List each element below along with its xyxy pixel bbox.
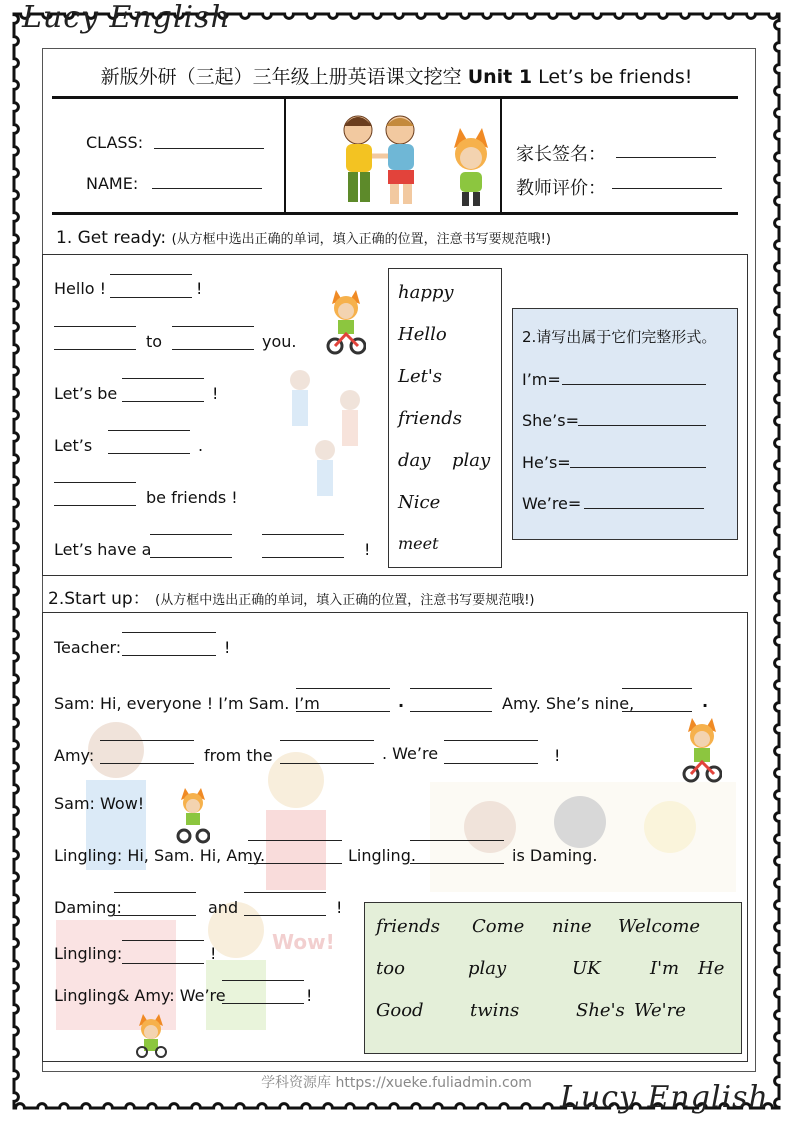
full-form-shes-label: She’s= [522,411,579,430]
blank-friends-2[interactable] [222,980,304,1004]
full-form-hes-label: He’s= [522,453,571,472]
title-unit: Unit 1 [467,66,533,88]
wow-watermark-text: Wow! [272,930,335,954]
line-letshave-end: ! [364,540,371,559]
blank-he[interactable] [410,840,504,864]
blank-im[interactable] [100,740,194,764]
lingling2-line-end: ! [210,944,217,963]
line-befriends-label: be friends ! [146,488,238,507]
word-bank-item: UK [572,958,601,979]
full-form-im-field[interactable] [562,384,706,385]
friends-watermark-illustration [430,782,736,892]
line-lets-end: . [198,436,204,455]
blank-come[interactable] [114,892,196,916]
full-form-were-label: We’re= [522,494,582,513]
parent-sign-field[interactable] [616,157,716,158]
lingamy-line-label: Lingling& Amy: We’re [54,986,226,1005]
section1-note: (从方框中选出正确的单词，填入正确的位置，注意书写要规范哦!) [171,232,551,247]
word-bank-item: nine [552,916,592,937]
word-bank-item: friends [376,916,441,937]
word-bank-item: too [376,958,405,979]
word-bank-item: Hello [398,324,447,345]
header-divider-left [284,96,286,214]
header-top-rule [52,96,738,99]
fox-bike-mascot-icon [326,288,366,358]
daming-line-and: and [208,898,239,917]
fox-bike-mascot-icon [134,1012,168,1058]
page-title [0,62,793,89]
word-bank-item: She's [576,1000,625,1021]
word-bank-item: Nice [398,492,441,513]
blank-welcome[interactable] [122,632,216,656]
amy-line-label: Amy: [54,746,95,765]
fox-bike-mascot-icon [682,716,722,786]
lingamy-line-end: ! [306,986,313,1005]
footer-source: 学科资源库 https://xueke.fuliadmin.com [261,1075,532,1091]
teacher-line-label: Teacher: [54,638,122,657]
blank-hello[interactable] [110,274,192,298]
blank-lets[interactable] [54,482,136,506]
section2-heading [48,584,534,609]
sam-line-dot: . [398,692,405,711]
sam-wow-line: Sam: Wow! [54,794,145,813]
blank-too[interactable] [622,688,692,712]
sam-line-label: Sam: Hi, everyone ! I’m Sam. I’m [54,694,320,713]
amy-line-end: ! [554,746,561,765]
lingling2-line-label: Lingling: [54,944,123,963]
brand-logo-top: Lucy English [22,0,231,35]
word-bank-item: We're [634,1000,686,1021]
sam-line-end: . [702,692,709,711]
blank-play-2[interactable] [244,892,326,916]
line-letsbe-label: Let’s be [54,384,118,403]
daming-line-end: ! [336,898,343,917]
section1-title: 1. Get ready: [56,228,167,248]
sam-line-amy: Amy. She’s nine, [502,694,635,713]
title-chinese: 新版外研（三起）三年级上册英语课文挖空 [100,66,462,88]
blank-day[interactable] [262,534,344,558]
teacher-line-end: ! [224,638,231,657]
blank-nice[interactable] [54,326,136,350]
line-lets-label: Let’s [54,436,93,455]
section1-heading [56,228,551,248]
section2-title: 2.Start up： [48,589,150,609]
word-bank-item: play [452,450,491,471]
line-you-label: you. [262,332,297,351]
blank-play[interactable] [108,430,190,454]
blank-nine[interactable] [296,688,390,712]
word-bank-item: twins [470,1000,520,1021]
full-form-title: 2.请写出属于它们完整形式。 [522,328,717,346]
fox-mascot-icon [446,126,496,210]
word-bank-item: day [398,450,431,471]
line-hello-label: Hello ! [54,279,107,298]
teacher-eval-field[interactable] [612,188,722,189]
blank-friends[interactable] [122,378,204,402]
class-field[interactable] [154,148,264,149]
blank-meet[interactable] [172,326,254,350]
word-bank-item: Come [472,916,525,937]
fox-bike-mascot-icon [176,786,210,846]
full-form-im-label: I’m= [522,370,561,389]
class-label: CLASS: [86,133,144,152]
word-bank-item: happy [398,282,454,303]
kids-shaking-hands-illustration [328,108,438,212]
lingling-line-end: is Daming. [512,846,598,865]
brand-logo-bottom: Lucy English [560,1080,769,1115]
blank-shes[interactable] [248,840,342,864]
word-bank-item: Welcome [618,916,701,937]
word-bank-item: He [698,958,725,979]
daming-line-label: Daming: [54,898,122,917]
header-divider-right [500,96,502,214]
blank-this-is[interactable] [410,688,492,712]
blank-happy[interactable] [150,534,232,558]
parent-sign-label: 家长签名： [516,144,606,165]
line-to-label: to [146,332,163,351]
teacher-eval-label: 教师评价： [516,178,606,199]
word-bank-item: play [468,958,507,979]
title-english: Let’s be friends! [538,66,693,88]
word-bank-item: I'm [650,958,680,979]
full-form-hes-field[interactable] [570,467,706,468]
lingling-line-label: Lingling: Hi, Sam. Hi, Amy. [54,846,266,865]
word-bank-item: Let's [398,366,443,387]
name-field[interactable] [152,188,262,189]
lingling-line-mid: Lingling. [348,846,416,865]
full-form-shes-field[interactable] [578,425,706,426]
amy-line-were: . We’re [382,744,439,763]
line-letshave-label: Let’s have a [54,540,152,559]
name-label: NAME: [86,174,139,193]
section2-note: (从方框中选出正确的单词，填入正确的位置，注意书写要规范哦!) [155,593,535,608]
blank-uk[interactable] [280,740,374,764]
word-bank-item: Good [376,1000,424,1021]
word-bank-item: meet [398,534,439,553]
blank-good[interactable] [122,940,204,964]
children-watermark-illustration [270,360,390,500]
word-bank-item: friends [398,408,463,429]
header-bottom-rule [52,212,738,215]
line-letsbe-end: ! [212,384,219,403]
full-form-were-field[interactable] [584,508,704,509]
line-hello-end: ! [196,279,203,298]
amy-line-from: from the [204,746,273,765]
blank-twins[interactable] [444,740,538,764]
